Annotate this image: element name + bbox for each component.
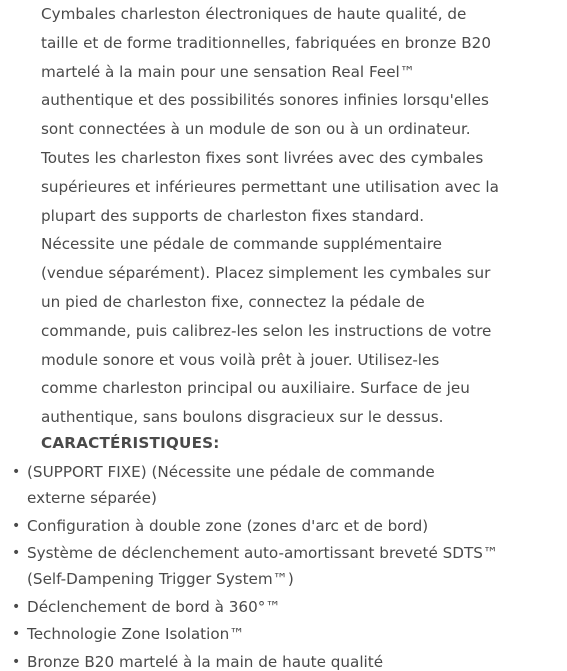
description-line: plupart des supports de charleston fixes standard.: [41, 206, 425, 225]
description-line: Toutes les charleston fixes sont livrées avec des cymbales: [41, 148, 484, 167]
feature-item: [0, 649, 560, 671]
description-line: martelé à la main pour une sensation Real Feel™: [41, 62, 415, 81]
description-line: sont connectées à un module de son ou à un ordinateur.: [41, 120, 471, 139]
features-heading: CARACTÉRISTIQUES:: [41, 434, 220, 452]
features-list: [0, 459, 560, 671]
feature-text: Déclenchement de bord à 360°™: [27, 597, 281, 616]
description-line: Nécessite une pédale de commande supplémentaire: [41, 235, 442, 254]
feature-item: [0, 513, 560, 539]
bullet-icon: •: [12, 653, 21, 670]
feature-text: (SUPPORT FIXE) (Nécessite une pédale de commande: [27, 463, 435, 481]
product-description: [41, 0, 531, 432]
bullet-icon: •: [12, 464, 21, 480]
feature-item: [0, 459, 560, 511]
feature-item: [0, 540, 560, 592]
feature-item: [0, 594, 560, 620]
description-line: Cymbales charleston électroniques de haute qualité, de: [41, 5, 467, 23]
bullet-icon: •: [12, 517, 21, 534]
feature-text: Configuration à double zone (zones d'arc et de bord): [27, 516, 429, 535]
description-line: module sonore et vous voilà prêt à jouer. Utilisez-les: [41, 350, 440, 369]
feature-text: (Self-Dampening Trigger System™): [27, 570, 294, 588]
description-line: authentique et des possibilités sonores infinies lorsqu'elles: [41, 91, 489, 110]
feature-item: [0, 621, 560, 647]
bullet-icon: •: [12, 545, 21, 561]
description-line: comme charleston principal ou auxiliaire. Surface de jeu: [41, 379, 470, 398]
feature-text: Technologie Zone Isolation™: [27, 625, 245, 643]
feature-text: Bronze B20 martelé à la main de haute qualité: [27, 652, 384, 671]
bullet-icon: •: [12, 626, 21, 642]
description-line: (vendue séparément). Placez simplement les cymbales sur: [41, 264, 491, 283]
description-line: supérieures et inférieures permettant une utilisation avec la: [41, 177, 499, 196]
feature-text: externe séparée): [27, 489, 157, 507]
bullet-icon: •: [12, 598, 21, 615]
description-line: authentique, sans boulons disgracieux sur le dessus.: [41, 408, 444, 427]
feature-text: Système de déclenchement auto-amortissant breveté SDTS™: [27, 544, 499, 562]
description-line: taille et de forme traditionnelles, fabriquées en bronze B20: [41, 33, 491, 52]
description-line: un pied de charleston fixe, connectez la pédale de: [41, 292, 425, 311]
description-line: commande, puis calibrez-les selon les instructions de votre: [41, 321, 492, 340]
